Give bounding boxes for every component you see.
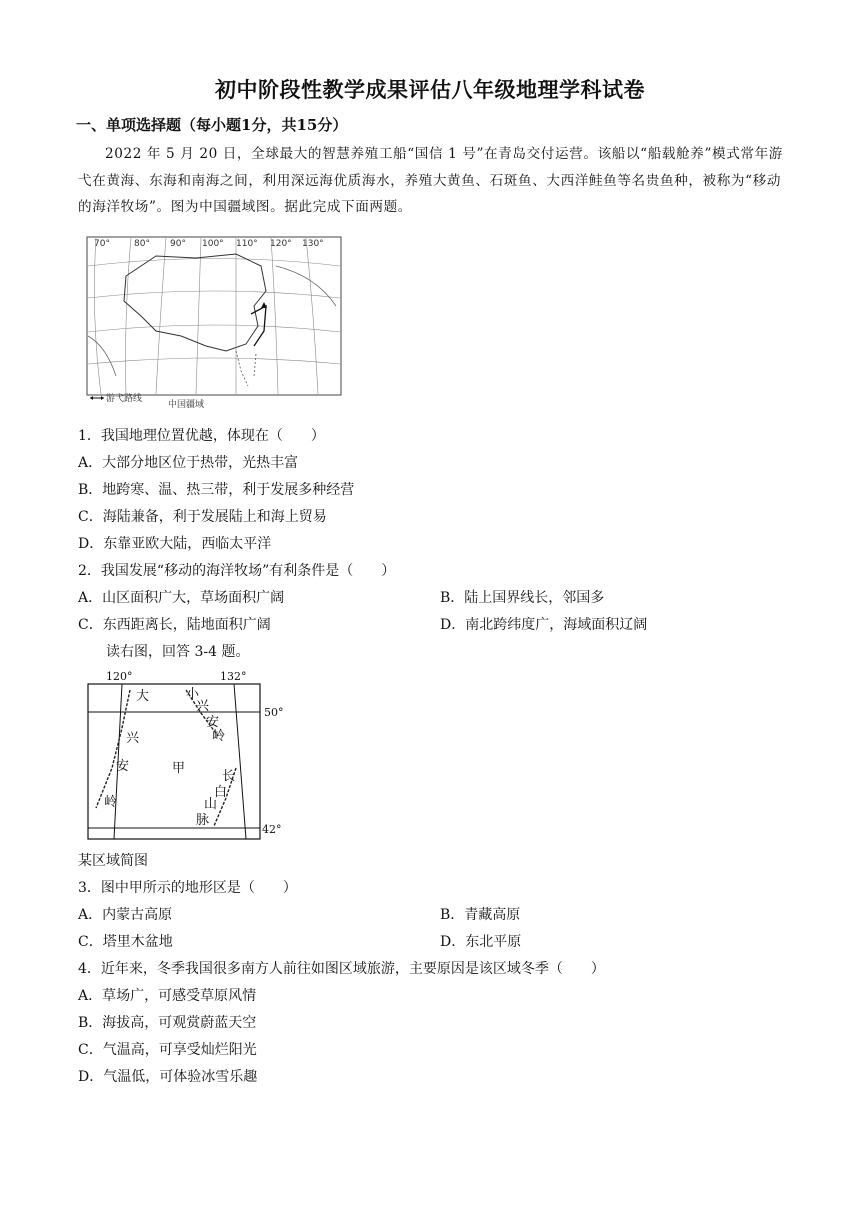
china-territory-map xyxy=(86,236,342,408)
map2-lat-42: 42° xyxy=(262,823,282,836)
range-label-char: 小 xyxy=(186,687,200,702)
q1-option-b: B．地跨寒、温、热三带，利于发展多种经营 xyxy=(78,482,355,498)
map1-legend: 游弋路线 xyxy=(106,394,143,404)
map1-lon-label: 120° xyxy=(270,239,292,249)
range-label-char: 安 xyxy=(116,759,130,774)
q2-option-b: B．陆上国界线长，邻国多 xyxy=(440,590,605,606)
map1-lon-label: 110° xyxy=(236,239,258,249)
q2-option-d: D．南北跨纬度广，海域面积辽阔 xyxy=(440,617,648,633)
q2-option-a: A．山区面积广大，草场面积广阔 xyxy=(78,590,285,606)
range-label-char: 兴 xyxy=(126,731,140,746)
region-jia-label: 甲 xyxy=(172,761,186,776)
range-label-char: 岭 xyxy=(104,795,118,810)
q3-option-b: B．青藏高原 xyxy=(440,907,521,923)
map2-lon-120: 120° xyxy=(106,670,133,683)
q3-option-d: D．东北平原 xyxy=(440,934,522,950)
range-label-char: 大 xyxy=(136,689,150,704)
map2-lat-50: 50° xyxy=(264,706,284,719)
map1-caption: 中国疆域 xyxy=(168,400,205,408)
read-note: 读右图，回答 3-4 题。 xyxy=(106,644,250,660)
q4-option-a: A．草场广，可感受草原风情 xyxy=(78,988,257,1004)
q3-option-a: A．内蒙古高原 xyxy=(78,907,173,923)
q1-option-d: D．东靠亚欧大陆，西临太平洋 xyxy=(78,536,272,552)
map2-lon-132: 132° xyxy=(220,670,247,683)
q4-option-c: C．气温高，可享受灿烂阳光 xyxy=(78,1042,257,1058)
map1-lon-label: 100° xyxy=(202,239,224,249)
q2-option-c: C．东西距离长，陆地面积广阔 xyxy=(78,617,271,633)
range-label-char: 长 xyxy=(222,769,236,784)
map2-caption: 某区域简图 xyxy=(78,853,148,869)
region-sketch-map xyxy=(86,668,286,844)
range-label-char: 白 xyxy=(214,785,228,800)
range-label-char: 山 xyxy=(204,797,218,812)
intro-paragraph: 2022 年 5 月 20 日，全球最大的智慧养殖工船“国信 1 号”在青岛交付运营。该船以“船载舱养”模式常年游弋在黄海、东海和南海之间，利用深远海优质海水，养殖大黄鱼、石斑鱼、大西洋鲑鱼等名贵鱼种，被称为“移动的海洋牧场”。图为中国疆域图。据此完成下面两题。 xyxy=(78,146,783,215)
map1-lon-label: 70° xyxy=(94,239,110,249)
map1-lon-label: 90° xyxy=(170,239,186,249)
page-title: 初中阶段性教学成果评估八年级地理学科试卷 xyxy=(215,77,645,102)
q4-option-b: B．海拔高，可观赏蔚蓝天空 xyxy=(78,1015,257,1031)
q2-stem: 2．我国发展“移动的海洋牧场”有利条件是（ ） xyxy=(78,563,396,579)
q3-stem: 3．图中甲所示的地形区是（ ） xyxy=(78,880,297,896)
q4-option-d: D．气温低，可体验冰雪乐趣 xyxy=(78,1069,258,1085)
q1-stem: 1．我国地理位置优越，体现在（ ） xyxy=(78,428,325,444)
q1-option-c: C．海陆兼备，利于发展陆上和海上贸易 xyxy=(78,509,327,525)
section-heading: 一、单项选择题（每小题1分，共15分） xyxy=(76,116,348,134)
range-label-char: 安 xyxy=(206,715,220,730)
q4-stem: 4．近年来，冬季我国很多南方人前往如图区域旅游，主要原因是该区域冬季（ ） xyxy=(78,961,605,977)
q1-option-a: A．大部分地区位于热带，光热丰富 xyxy=(78,455,299,471)
map1-lon-label: 80° xyxy=(134,239,150,249)
range-label-char: 兴 xyxy=(196,699,210,714)
range-label-char: 岭 xyxy=(212,729,226,744)
range-label-char: 脉 xyxy=(196,813,210,828)
map1-lon-label: 130° xyxy=(302,239,324,249)
q3-option-c: C．塔里木盆地 xyxy=(78,934,173,950)
